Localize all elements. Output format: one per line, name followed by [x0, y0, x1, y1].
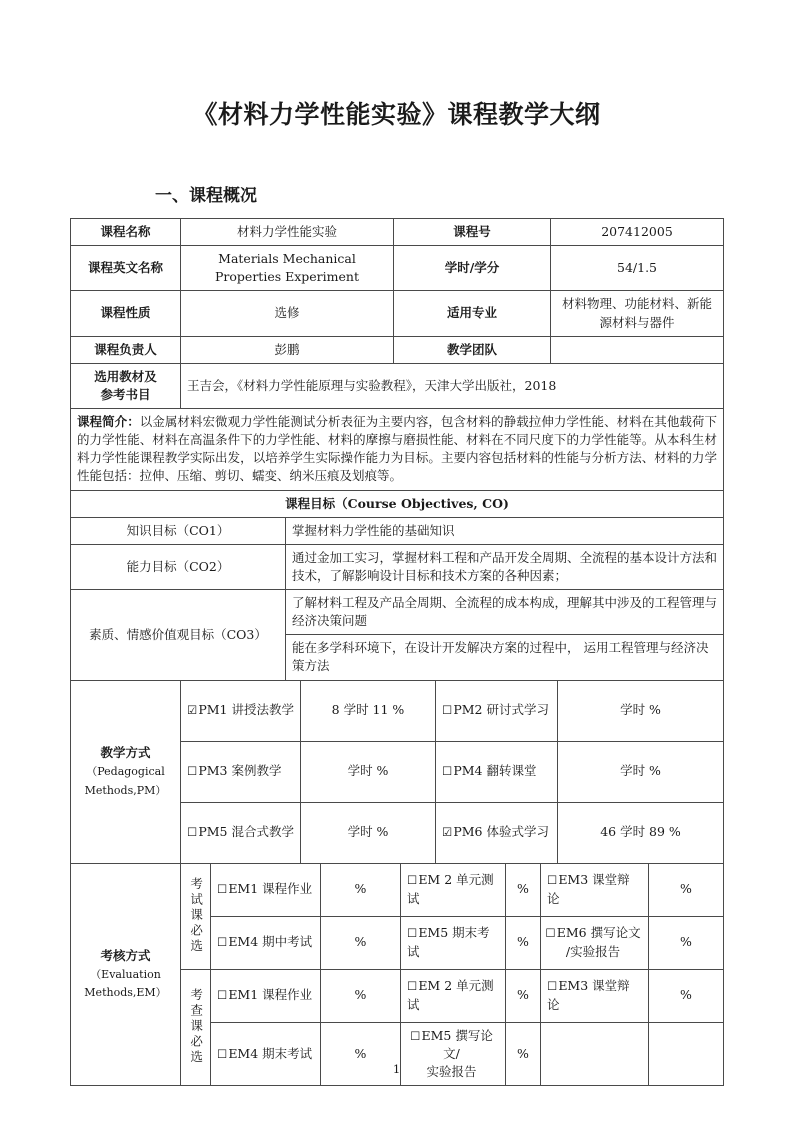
- objectives-header-cn: 课程目标: [285, 495, 336, 511]
- checkbox-unchecked-icon[interactable]: ☐: [217, 988, 228, 1003]
- em-option-assess-em1-label: EM1 课程作业: [228, 987, 313, 1003]
- em-pct-exam-em1: %: [321, 863, 401, 916]
- course-nature-value: 选修: [181, 291, 394, 336]
- pm-option-pm6[interactable]: [436, 802, 558, 863]
- teaching-team-label: 教学团队: [394, 336, 551, 363]
- objective-text-co3-a: 了解材料工程及产品全周期、全流程的成本构成，理解其中涉及的工程管理与经济决策问题: [286, 590, 724, 635]
- em-option-assess-em5-label-2: 实验报告: [426, 1063, 477, 1079]
- em-pct-exam-em4: %: [321, 916, 401, 969]
- objective-label-co3: 素质、情感价值观目标（CO3）: [71, 590, 286, 681]
- em-option-assess-em5-label-1: EM5 撰写论文/: [421, 1027, 493, 1061]
- em-option-exam-em6[interactable]: [541, 916, 649, 969]
- course-intro-label: 课程简介：: [77, 414, 140, 429]
- course-intro: [71, 409, 724, 491]
- em-pct-assess-em3: %: [649, 969, 724, 1022]
- em-pct-exam-em6: %: [649, 916, 724, 969]
- table-row: [71, 363, 724, 408]
- applicable-major-value: 材料物理、功能材料、新能源材料与器件: [551, 291, 724, 336]
- em-pct-assess-em5: %: [506, 1022, 541, 1085]
- pedagogy-label-en-2: Methods,PM）: [84, 783, 167, 797]
- checkbox-unchecked-icon[interactable]: ☐: [217, 935, 228, 950]
- hours-credits-label: 学时/学分: [394, 246, 551, 291]
- pedagogy-label-en-1: （Pedagogical: [86, 765, 165, 779]
- checkbox-unchecked-icon[interactable]: ☐: [217, 1046, 228, 1061]
- evaluation-group-exam-label: 考试课必选: [188, 877, 204, 955]
- objective-text-co2: 通过金加工实习，掌握材料工程和产品开发全周期、全流程的基本设计方法和技术，了解影响设计目标和技术方案的各种因素；: [286, 544, 724, 589]
- pm-option-pm2-label: PM2 研讨式学习: [453, 702, 549, 718]
- english-name-value: Materials Mechanical Properties Experiment: [181, 246, 394, 291]
- pm-value-pm3: 学时 %: [301, 741, 436, 802]
- em-pct-assess-em2: %: [506, 969, 541, 1022]
- table-row: [71, 409, 724, 491]
- pedagogical-methods-table: [70, 680, 724, 864]
- checkbox-unchecked-icon[interactable]: ☐: [547, 979, 558, 994]
- em-option-assess-em2[interactable]: [401, 969, 506, 1022]
- table-row: [71, 590, 724, 635]
- pm-option-pm1[interactable]: [181, 680, 301, 741]
- em-option-exam-em3[interactable]: [541, 863, 649, 916]
- em-option-assess-em1[interactable]: [211, 969, 321, 1022]
- course-name-value: 材料力学性能实验: [181, 219, 394, 246]
- em-option-assess-em2-label: EM 2 单元测试: [407, 978, 494, 1012]
- pedagogy-label-cn: 教学方式: [100, 745, 151, 761]
- pm-option-pm2[interactable]: [436, 680, 558, 741]
- em-option-exam-em6-label-1: EM6 撰写论文: [556, 925, 641, 941]
- em-pct-exam-em3: %: [649, 863, 724, 916]
- textbook-label-line2: 参考书目: [100, 386, 151, 402]
- table-row: [71, 336, 724, 363]
- objectives-header: [71, 490, 724, 517]
- table-row: [71, 490, 724, 517]
- evaluation-label: [71, 863, 181, 1085]
- pm-option-pm1-label: PM1 讲授法教学: [198, 702, 294, 718]
- pedagogy-label: [71, 680, 181, 863]
- page-number: 1: [392, 1062, 401, 1076]
- em-option-assess-em4-label: EM4 期末考试: [228, 1045, 313, 1061]
- checkbox-unchecked-icon[interactable]: ☐: [187, 825, 198, 840]
- checkbox-unchecked-icon[interactable]: ☐: [410, 1028, 421, 1043]
- pm-option-pm3[interactable]: [181, 741, 301, 802]
- pm-option-pm4-label: PM4 翻转课堂: [453, 763, 537, 779]
- objective-text-co1: 掌握材料力学性能的基础知识: [286, 517, 724, 544]
- em-option-assess-em3[interactable]: [541, 969, 649, 1022]
- table-row: [71, 863, 724, 916]
- pm-value-pm4: 学时 %: [558, 741, 724, 802]
- em-pct-assess-em1: %: [321, 969, 401, 1022]
- course-leader-label: 课程负责人: [71, 336, 181, 363]
- checkbox-unchecked-icon[interactable]: ☐: [217, 882, 228, 897]
- textbook-label: [71, 363, 181, 408]
- section-heading-overview: 一、课程概况: [155, 186, 257, 206]
- course-leader-value: 彭鹏: [181, 336, 394, 363]
- evaluation-label-cn: 考核方式: [100, 948, 151, 963]
- course-overview-table: [70, 218, 724, 491]
- pm-option-pm5-label: PM5 混合式教学: [198, 824, 294, 840]
- page-title: 《材料力学性能实验》课程教学大纲: [192, 100, 601, 129]
- objective-label-co1: 知识目标（CO1）: [71, 517, 286, 544]
- em-option-exam-em2[interactable]: [401, 863, 506, 916]
- table-row: [71, 544, 724, 589]
- em-option-exam-em2-label: EM 2 单元测试: [407, 872, 494, 906]
- em-option-exam-em6-label-2: /实验报告: [565, 943, 621, 959]
- objective-label-co2: 能力目标（CO2）: [71, 544, 286, 589]
- pm-option-pm6-label: PM6 体验式学习: [453, 824, 549, 840]
- em-pct-exam-em2: %: [506, 863, 541, 916]
- evaluation-methods-table: [70, 863, 724, 1086]
- checkbox-unchecked-icon[interactable]: ☐: [547, 873, 558, 888]
- table-row: [71, 291, 724, 336]
- em-pct-assess-em4: %: [321, 1022, 401, 1085]
- em-option-exam-em4-label: EM4 期中考试: [228, 934, 313, 950]
- checkbox-unchecked-icon[interactable]: ☐: [407, 979, 418, 994]
- pm-value-pm5: 学时 %: [301, 802, 436, 863]
- checkbox-unchecked-icon[interactable]: ☐: [407, 873, 418, 888]
- english-name-label: 课程英文名称: [71, 246, 181, 291]
- table-row: [71, 246, 724, 291]
- em-option-exam-em4[interactable]: [211, 916, 321, 969]
- teaching-team-value: [551, 336, 724, 363]
- course-nature-label: 课程性质: [71, 291, 181, 336]
- checkbox-unchecked-icon[interactable]: ☐: [187, 764, 198, 779]
- table-row: [71, 219, 724, 246]
- objectives-header-en: （Course Objectives, CO): [335, 495, 509, 511]
- evaluation-label-en-1: （Evaluation: [90, 968, 161, 982]
- checkbox-unchecked-icon[interactable]: ☐: [407, 926, 418, 941]
- pm-option-pm4[interactable]: [436, 741, 558, 802]
- checkbox-unchecked-icon[interactable]: ☐: [442, 703, 453, 718]
- em-option-exam-em5-label: EM5 期末考试: [407, 925, 490, 959]
- course-objectives-table: [70, 490, 724, 681]
- textbook-value: 王吉会，《材料力学性能原理与实验教程》，天津大学出版社，2018: [181, 363, 724, 408]
- applicable-major-label: 适用专业: [394, 291, 551, 336]
- checkbox-unchecked-icon[interactable]: ☐: [545, 926, 556, 941]
- objective-text-co3-b: 能在多学科环境下，在设计开发解决方案的过程中， 运用工程管理与经济决策方法: [286, 635, 724, 680]
- checkbox-checked-icon[interactable]: ☑: [187, 703, 198, 718]
- hours-credits-value: 54/1.5: [551, 246, 724, 291]
- evaluation-group-exam: [181, 863, 211, 969]
- course-name-label: 课程名称: [71, 219, 181, 246]
- table-row: [71, 517, 724, 544]
- em-option-exam-em3-label: EM3 课堂辩论: [547, 872, 630, 906]
- pm-value-pm6: 46 学时 89 %: [558, 802, 724, 863]
- table-row: [71, 680, 724, 741]
- pm-option-pm3-label: PM3 案例教学: [198, 763, 282, 779]
- em-option-exam-em5[interactable]: [401, 916, 506, 969]
- pm-value-pm2: 学时 %: [558, 680, 724, 741]
- em-option-exam-em1-label: EM1 课程作业: [228, 881, 313, 897]
- textbook-label-line1: 选用教材及: [94, 368, 157, 384]
- evaluation-group-assess-label: 考查课必选: [188, 988, 204, 1066]
- course-code-label: 课程号: [394, 219, 551, 246]
- checkbox-unchecked-icon[interactable]: ☐: [442, 764, 453, 779]
- em-option-exam-em1[interactable]: [211, 863, 321, 916]
- pm-value-pm1: 8 学时 11 %: [301, 680, 436, 741]
- em-option-assess-em3-label: EM3 课堂辩论: [547, 978, 630, 1012]
- pm-option-pm5[interactable]: [181, 802, 301, 863]
- course-intro-text: 以金属材料宏微观力学性能测试分析表征为主要内容，包含材料的静载拉伸力学性能、材料在其他载荷下的力学性能、材料在高温条件下的力学性能、材料的摩擦与磨损性能、材料在不同尺度下的力学性能等。从本科生材料力学性能课程教学实际出发，以培养学生实际操作能力为目标。主要内容包括材料的性能与分析方法、材料的力学性能包括：拉伸、压缩、剪切、蠕变、纳米压痕及划痕等。: [77, 414, 717, 484]
- course-code-value: 207412005: [551, 219, 724, 246]
- em-pct-exam-em5: %: [506, 916, 541, 969]
- evaluation-label-en-2: Methods,EM）: [84, 986, 167, 1000]
- checkbox-checked-icon[interactable]: ☑: [442, 825, 453, 840]
